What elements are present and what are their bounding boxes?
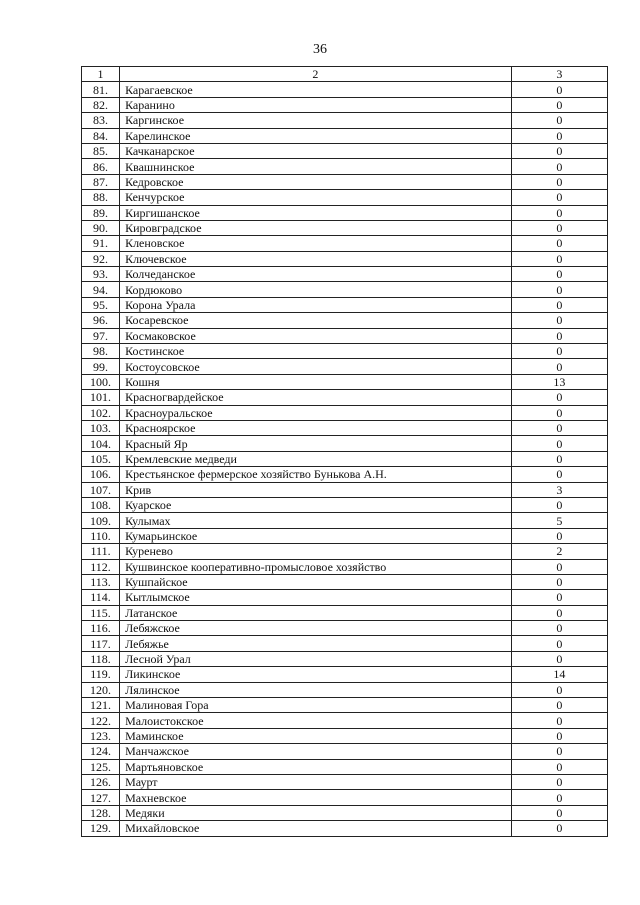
row-number: 120. xyxy=(82,682,120,697)
table-row xyxy=(82,482,608,497)
row-value: 0 xyxy=(511,636,607,651)
row-value: 0 xyxy=(511,759,607,774)
table-row xyxy=(82,374,608,389)
row-number: 106. xyxy=(82,467,120,482)
row-number: 123. xyxy=(82,728,120,743)
row-name: Карагаевское xyxy=(120,82,512,97)
row-number: 129. xyxy=(82,821,120,836)
table-row xyxy=(82,497,608,512)
row-value: 3 xyxy=(511,482,607,497)
row-number: 96. xyxy=(82,313,120,328)
row-value: 14 xyxy=(511,667,607,682)
table-row xyxy=(82,328,608,343)
row-name: Кленовское xyxy=(120,236,512,251)
table-row xyxy=(82,313,608,328)
row-name: Мартьяновское xyxy=(120,759,512,774)
row-number: 119. xyxy=(82,667,120,682)
row-value: 13 xyxy=(511,374,607,389)
row-number: 90. xyxy=(82,220,120,235)
row-name: Куарское xyxy=(120,497,512,512)
row-number: 122. xyxy=(82,713,120,728)
row-value: 0 xyxy=(511,574,607,589)
table-row xyxy=(82,267,608,282)
row-name: Латанское xyxy=(120,605,512,620)
row-value: 0 xyxy=(511,159,607,174)
row-name: Ключевское xyxy=(120,251,512,266)
row-number: 93. xyxy=(82,267,120,282)
row-number: 81. xyxy=(82,82,120,97)
row-name: Качканарское xyxy=(120,143,512,158)
row-value: 0 xyxy=(511,313,607,328)
row-value: 0 xyxy=(511,143,607,158)
row-value: 5 xyxy=(511,513,607,528)
row-value: 0 xyxy=(511,805,607,820)
row-name: Красноуральское xyxy=(120,405,512,420)
row-value: 0 xyxy=(511,359,607,374)
table-row xyxy=(82,451,608,466)
header-col-3: 3 xyxy=(511,67,607,82)
row-name: Лялинское xyxy=(120,682,512,697)
row-number: 118. xyxy=(82,651,120,666)
row-number: 83. xyxy=(82,113,120,128)
header-col-2: 2 xyxy=(120,67,512,82)
table-row xyxy=(82,190,608,205)
row-value: 0 xyxy=(511,698,607,713)
table-row xyxy=(82,174,608,189)
header-col-1: 1 xyxy=(82,67,120,82)
row-value: 0 xyxy=(511,251,607,266)
row-value: 0 xyxy=(511,282,607,297)
row-value: 0 xyxy=(511,205,607,220)
row-number: 115. xyxy=(82,605,120,620)
row-number: 109. xyxy=(82,513,120,528)
row-name: Кедровское xyxy=(120,174,512,189)
table-row xyxy=(82,436,608,451)
row-number: 107. xyxy=(82,482,120,497)
row-value: 0 xyxy=(511,390,607,405)
table-row xyxy=(82,759,608,774)
table-row xyxy=(82,821,608,836)
row-name: Красногвардейское xyxy=(120,390,512,405)
row-number: 102. xyxy=(82,405,120,420)
table-row xyxy=(82,728,608,743)
row-name: Лесной Урал xyxy=(120,651,512,666)
row-value: 0 xyxy=(511,821,607,836)
row-number: 87. xyxy=(82,174,120,189)
table-row xyxy=(82,590,608,605)
row-number: 92. xyxy=(82,251,120,266)
table-row xyxy=(82,420,608,435)
row-name: Корона Урала xyxy=(120,297,512,312)
table-row xyxy=(82,805,608,820)
row-name: Крестьянское фермерское хозяйство Бунькова А.Н. xyxy=(120,467,512,482)
table-row xyxy=(82,82,608,97)
page-number: 36 xyxy=(313,42,327,57)
row-number: 117. xyxy=(82,636,120,651)
table-row xyxy=(82,621,608,636)
table-row xyxy=(82,128,608,143)
row-number: 108. xyxy=(82,497,120,512)
row-name: Косаревское xyxy=(120,313,512,328)
row-name: Кремлевские медведи xyxy=(120,451,512,466)
row-number: 88. xyxy=(82,190,120,205)
table-row xyxy=(82,390,608,405)
row-number: 103. xyxy=(82,420,120,435)
row-name: Киргишанское xyxy=(120,205,512,220)
table-row xyxy=(82,113,608,128)
table-row xyxy=(82,297,608,312)
row-name: Махневское xyxy=(120,790,512,805)
row-number: 112. xyxy=(82,559,120,574)
table-row xyxy=(82,205,608,220)
row-name: Маминское xyxy=(120,728,512,743)
row-name: Кошня xyxy=(120,374,512,389)
row-name: Кушвинское кооперативно-промысловое хозяйство xyxy=(120,559,512,574)
row-name: Каранино xyxy=(120,97,512,112)
row-value: 0 xyxy=(511,236,607,251)
row-value: 0 xyxy=(511,82,607,97)
table-row xyxy=(82,467,608,482)
row-value: 0 xyxy=(511,605,607,620)
row-name: Крив xyxy=(120,482,512,497)
row-name: Кулымах xyxy=(120,513,512,528)
row-name: Кордюково xyxy=(120,282,512,297)
row-name: Ликинское xyxy=(120,667,512,682)
table-row xyxy=(82,667,608,682)
table-row xyxy=(82,605,608,620)
row-value: 0 xyxy=(511,220,607,235)
row-value: 0 xyxy=(511,344,607,359)
row-name: Малиновая Гора xyxy=(120,698,512,713)
row-value: 0 xyxy=(511,436,607,451)
table-row xyxy=(82,574,608,589)
table-row xyxy=(82,559,608,574)
row-number: 116. xyxy=(82,621,120,636)
row-value: 0 xyxy=(511,467,607,482)
table-row xyxy=(82,790,608,805)
table-row xyxy=(82,528,608,543)
row-number: 114. xyxy=(82,590,120,605)
row-number: 84. xyxy=(82,128,120,143)
table-row xyxy=(82,713,608,728)
row-value: 0 xyxy=(511,297,607,312)
table-row xyxy=(82,513,608,528)
row-name: Космаковское xyxy=(120,328,512,343)
row-name: Квашнинское xyxy=(120,159,512,174)
row-value: 0 xyxy=(511,621,607,636)
row-number: 89. xyxy=(82,205,120,220)
table-row xyxy=(82,405,608,420)
row-name: Кумарьинское xyxy=(120,528,512,543)
table-row xyxy=(82,774,608,789)
row-name: Каргинское xyxy=(120,113,512,128)
row-value: 0 xyxy=(511,590,607,605)
row-value: 0 xyxy=(511,713,607,728)
row-number: 85. xyxy=(82,143,120,158)
row-name: Маурт xyxy=(120,774,512,789)
row-number: 127. xyxy=(82,790,120,805)
row-name: Костинское xyxy=(120,344,512,359)
table-row xyxy=(82,159,608,174)
row-name: Лебяжье xyxy=(120,636,512,651)
row-value: 0 xyxy=(511,528,607,543)
row-number: 101. xyxy=(82,390,120,405)
row-name: Кенчурское xyxy=(120,190,512,205)
row-name: Малоистокское xyxy=(120,713,512,728)
row-name: Красноярское xyxy=(120,420,512,435)
row-value: 0 xyxy=(511,420,607,435)
row-name: Лебяжское xyxy=(120,621,512,636)
row-number: 95. xyxy=(82,297,120,312)
table-row xyxy=(82,143,608,158)
row-value: 0 xyxy=(511,267,607,282)
row-value: 0 xyxy=(511,651,607,666)
table-row xyxy=(82,359,608,374)
row-number: 97. xyxy=(82,328,120,343)
row-value: 0 xyxy=(511,328,607,343)
table-row xyxy=(82,682,608,697)
row-name: Красный Яр xyxy=(120,436,512,451)
table-row xyxy=(82,220,608,235)
row-value: 0 xyxy=(511,405,607,420)
table-row xyxy=(82,636,608,651)
row-number: 125. xyxy=(82,759,120,774)
row-number: 128. xyxy=(82,805,120,820)
row-name: Кушпайское xyxy=(120,574,512,589)
row-value: 0 xyxy=(511,744,607,759)
row-name: Михайловское xyxy=(120,821,512,836)
row-number: 98. xyxy=(82,344,120,359)
table-body xyxy=(82,67,608,837)
table-row xyxy=(82,744,608,759)
row-number: 111. xyxy=(82,544,120,559)
data-table xyxy=(81,66,608,837)
row-value: 0 xyxy=(511,97,607,112)
table-row xyxy=(82,544,608,559)
row-number: 121. xyxy=(82,698,120,713)
row-value: 0 xyxy=(511,190,607,205)
row-value: 0 xyxy=(511,128,607,143)
row-name: Кытлымское xyxy=(120,590,512,605)
row-number: 104. xyxy=(82,436,120,451)
row-number: 110. xyxy=(82,528,120,543)
row-name: Колчеданское xyxy=(120,267,512,282)
row-value: 0 xyxy=(511,682,607,697)
table-row xyxy=(82,344,608,359)
row-name: Медяки xyxy=(120,805,512,820)
table-row xyxy=(82,698,608,713)
row-value: 0 xyxy=(511,174,607,189)
table-header-row xyxy=(82,67,608,82)
table-row xyxy=(82,282,608,297)
row-value: 0 xyxy=(511,497,607,512)
row-value: 0 xyxy=(511,451,607,466)
row-number: 82. xyxy=(82,97,120,112)
row-number: 124. xyxy=(82,744,120,759)
row-name: Костоусовское xyxy=(120,359,512,374)
row-number: 86. xyxy=(82,159,120,174)
row-value: 0 xyxy=(511,790,607,805)
row-number: 126. xyxy=(82,774,120,789)
table-row xyxy=(82,97,608,112)
row-number: 100. xyxy=(82,374,120,389)
row-number: 99. xyxy=(82,359,120,374)
row-number: 91. xyxy=(82,236,120,251)
table-row xyxy=(82,651,608,666)
row-value: 0 xyxy=(511,113,607,128)
row-value: 0 xyxy=(511,728,607,743)
row-number: 94. xyxy=(82,282,120,297)
row-name: Кировградское xyxy=(120,220,512,235)
row-name: Карелинское xyxy=(120,128,512,143)
row-value: 2 xyxy=(511,544,607,559)
row-name: Манчажское xyxy=(120,744,512,759)
table-row xyxy=(82,251,608,266)
row-number: 105. xyxy=(82,451,120,466)
row-value: 0 xyxy=(511,559,607,574)
row-value: 0 xyxy=(511,774,607,789)
row-name: Куренево xyxy=(120,544,512,559)
row-number: 113. xyxy=(82,574,120,589)
table-row xyxy=(82,236,608,251)
